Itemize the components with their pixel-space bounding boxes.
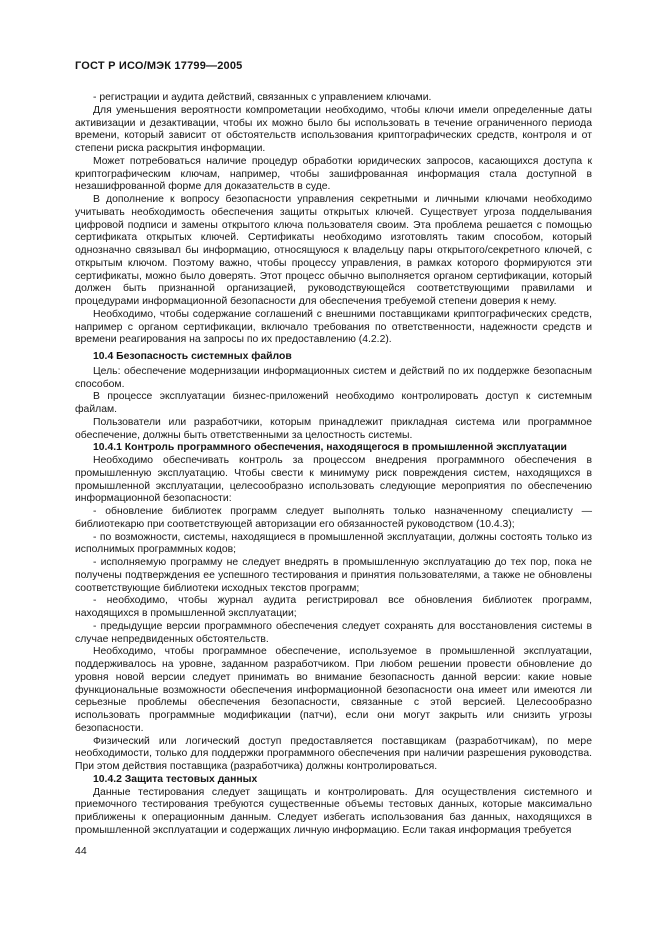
paragraph: - регистрации и аудита действий, связанных с управлением ключами.: [93, 92, 432, 103]
section-heading-10-4-1: 10.4.1 Контроль программного обеспечения, находящегося в промышленной эксплуатации: [93, 442, 567, 454]
paragraph: Для уменьшения вероятности компрометации необходимо, чтобы ключи имели определенные даты активизации и дезактивации, чтобы их можно было бы использовать в течение ограниченного периода времени, который зависит от обстоятельств использования криптографических средств, контроля и от степени риска раскрытия информации.: [75, 104, 592, 154]
paragraph: В процессе эксплуатации бизнес-приложений необходимо контролировать доступ к системным файлам.: [75, 391, 592, 415]
paragraph: Необходимо обеспечивать контроль за процессом внедрения программного обеспечения в промышленную эксплуатацию. Чтобы свести к минимуму риск повреждения систем, находящихся в промышленной эксплуатации, целесообразно использовать следующие мероприятия по обеспечению информационной безопасности:: [75, 455, 592, 505]
paragraph: Физический или логический доступ предоставляется поставщикам (разработчикам), по мере необходимости, только для поддержки программного обеспечения при наличии разрешения руководства. При этом действия поставщика (разработчика) должны контролироваться.: [75, 735, 592, 772]
list-item: - по возможности, системы, находящиеся в промышленной эксплуатации, должны состоять только из исполнимых программных кодов;: [75, 531, 592, 556]
section-heading-10-4-2: 10.4.2 Защита тестовых данных: [93, 773, 258, 785]
paragraph: Цель: обеспечение модернизации информационных систем и действий по их поддержке безопасным способом.: [75, 365, 592, 390]
list-item: - обновление библиотек программ следует выполнять только назначенному специалисту — библиотекарю при соответствующей авторизации его обязанностей руководством (10.4.3);: [75, 506, 592, 530]
list-item: - необходимо, чтобы журнал аудита регистрировал все обновления библиотек программ, находящихся в промышленной эксплуатации;: [75, 595, 592, 619]
paragraph: Данные тестирования следует защищать и контролировать. Для осуществления системного и приемочного тестирования требуются существенные объемы тестовых данных, которые максимально приближены к операционным данным. Следует избегать использования баз данных, находящихся в промышленной эксплуатации и содержащих личную информацию. Если такая информация требуется: [75, 786, 592, 836]
list-item: - предыдущие версии программного обеспечения следует сохранять для восстановления системы в случае непредвиденных обстоятельств.: [75, 620, 592, 645]
section-heading-10-4: 10.4 Безопасность системных файлов: [93, 351, 292, 362]
paragraph: Может потребоваться наличие процедур обработки юридических запросов, касающихся доступа к криптографическим ключам, например, чтобы зашифрованная информация стала доступной в незашифрованной форме для доказательств в суде.: [75, 155, 592, 193]
page-number: 44: [75, 845, 87, 857]
paragraph: Необходимо, чтобы содержание соглашений с внешними поставщиками криптографических средств, например с органом сертификации, включало требования по ответственности, надежности средств и времени реагирования на запросы по их предоставлению (4.2.2).: [75, 308, 592, 346]
paragraph: В дополнение к вопросу безопасности управления секретными и личными ключами необходимо учитывать необходимость обеспечения защиты открытых ключей. Существует угроза подделывания цифровой подписи и замены открытого ключа пользователя своим. Эта проблема решается с помощью сертификата открытых ключей. Сертификаты необходимо изготовлять таким способом, который однозначно связывал бы информацию, относящуюся к владельцу пары открытого/секретного ключей, с открытым ключом. Поэтому важно, чтобы процессу управления, в рамках которого формируются эти сертификаты, можно было доверять. Этот процесс обычно выполняется органом сертификации, который должен быть признанной организацией, руководствующейся соответствующими правилами и процедурами информационной безопасности для обеспечения требуемой степени доверия к нему.: [75, 194, 592, 307]
paragraph: Необходимо, чтобы программное обеспечение, используемое в промышленной эксплуатации, поддерживалось на уровне, заданном разработчиком. При любом решении провести обновление до уровня новой версии следует принимать во внимание безопасность данной версии: какие новые функциональные возможности обеспечения информационной безопасности она имеет или имеются ли серьезные проблемы обеспечения безопасности, связанные с этой версией. Целесообразно использовать программные модификации (патчи), если они могут закрыть или снизить угрозы безопасности.: [75, 646, 592, 734]
document-body: [75, 92, 592, 838]
list-item: - исполняемую программу не следует внедрять в промышленную эксплуатацию до тех пор, пока не получены подтверждения ее успешного тестирования и принятия пользователями, а также не обновлены соответствующие библиотеки исходных текстов программ;: [75, 557, 592, 594]
document-header: ГОСТ Р ИСО/МЭК 17799—2005: [75, 60, 243, 72]
paragraph: Пользователи или разработчики, которым принадлежит прикладная система или программное обеспечение, должны быть ответственными за целостность системы.: [75, 416, 592, 441]
